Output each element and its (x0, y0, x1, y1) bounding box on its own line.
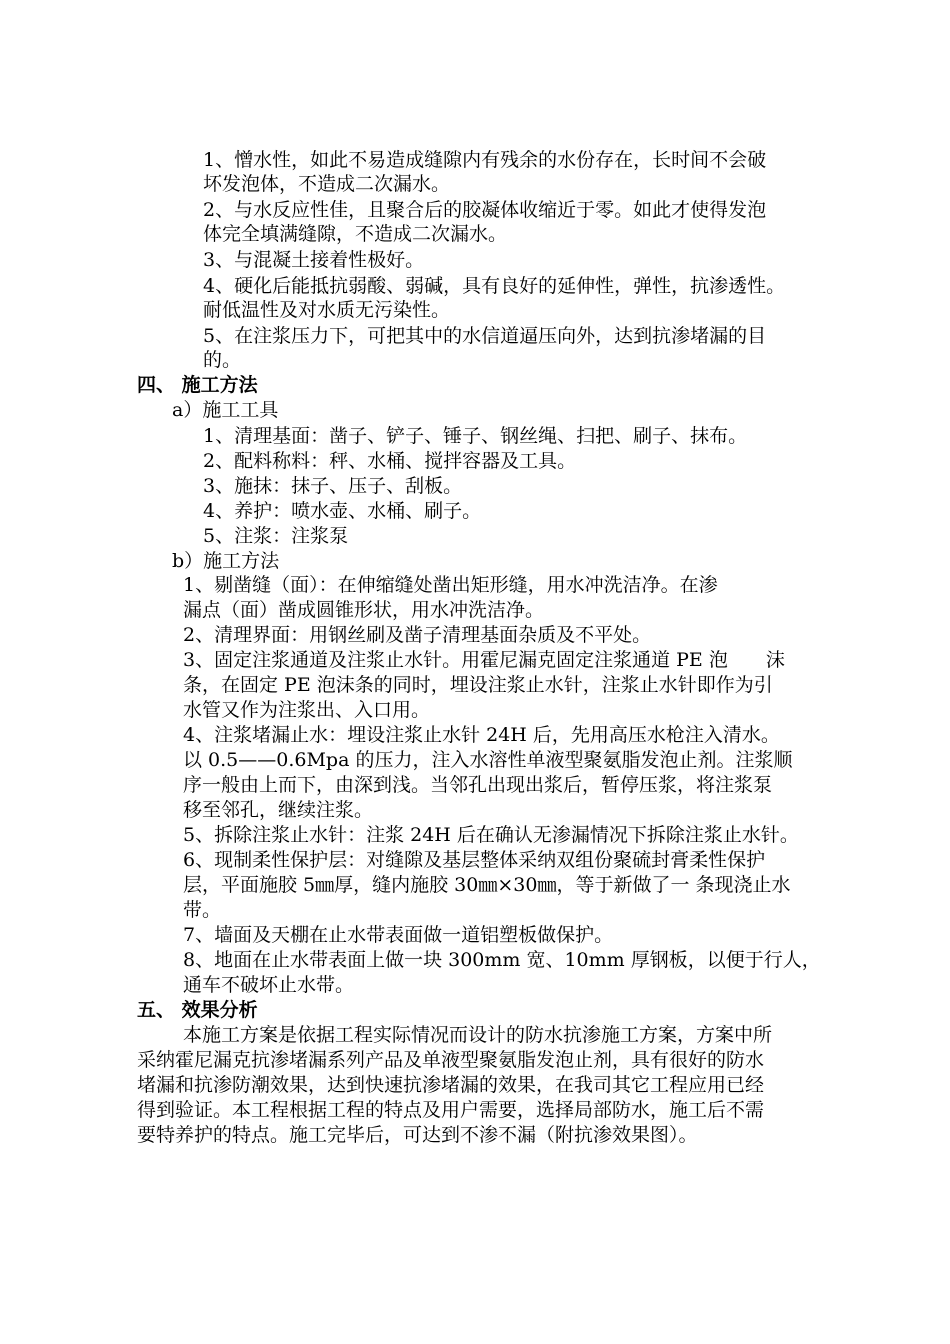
subsection-heading-method: b）施工方法 (172, 550, 280, 572)
step-line: 7、墙面及天棚在止水带表面做一道铝塑板做保护。 (183, 924, 614, 946)
section-heading-effect-analysis: 五、 效果分析 (137, 999, 258, 1021)
step-line: 5、拆除注浆止水针：注浆 24H 后在确认无渗漏情况下拆除注浆止水针。 (183, 824, 799, 846)
tool-item: 1、清理基面：凿子、铲子、锤子、钢丝绳、扫把、刷子、抹布。 (203, 425, 748, 447)
step-line: 3、固定注浆通道及注浆止水针。用霍尼漏克固定注浆通道 PE 泡 沫 (183, 649, 785, 671)
property-line: 3、与混凝土接着性极好。 (203, 249, 425, 271)
step-line: 序一般由上而下，由深到浅。当邻孔出现出浆后，暂停压浆，将注浆泵 (183, 774, 773, 796)
tool-item: 2、配料称料：秤、水桶、搅拌容器及工具。 (203, 450, 577, 472)
paragraph-line: 堵漏和抗渗防潮效果，达到快速抗渗堵漏的效果，在我司其它工程应用已经 (137, 1074, 765, 1096)
step-line: 漏点（面）凿成圆锥形状，用水冲洗洁净。 (183, 599, 545, 621)
step-line: 条，在固定 PE 泡沫条的同时，埋设注浆止水针，注浆止水针即作为引 (183, 674, 773, 696)
step-line: 8、地面在止水带表面上做一块 300mm 宽、10mm 厚钢板，以便于行人， (183, 949, 821, 971)
subsection-heading-tools: a）施工工具 (172, 399, 279, 421)
paragraph-line: 要特养护的特点。施工完毕后，可达到不渗不漏（附抗渗效果图）。 (137, 1124, 698, 1146)
step-line: 以 0.5——0.6Mpa 的压力，注入水溶性单液型聚氨脂发泡止剂。注浆顺 (183, 749, 793, 771)
property-line: 4、硬化后能抵抗弱酸、弱碱，具有良好的延伸性，弹性，抗渗透性。 (203, 275, 786, 297)
step-line: 层，平面施胶 5㎜厚，缝内施胶 30㎜×30㎜，等于新做了一 条现浇止水 (183, 874, 791, 896)
property-line: 2、与水反应性佳，且聚合后的胶凝体收缩近于零。如此才使得发泡 (203, 199, 767, 221)
step-line: 移至邻孔，继续注浆。 (183, 799, 374, 821)
property-line: 1、憎水性，如此不易造成缝隙内有残余的水份存在，长时间不会破 (203, 149, 767, 171)
tool-item: 3、施抹：抹子、压子、刮板。 (203, 475, 463, 497)
property-line: 坏发泡体，不造成二次漏水。 (203, 173, 451, 195)
paragraph-line: 采纳霍尼漏克抗渗堵漏系列产品及单液型聚氨脂发泡止剂，具有很好的防水 (137, 1049, 765, 1071)
paragraph-line: 本施工方案是依据工程实际情况而设计的防水抗渗施工方案，方案中所 (183, 1024, 773, 1046)
step-line: 带。 (183, 899, 222, 921)
step-line: 水管又作为注浆出、入口用。 (183, 699, 431, 721)
step-line: 4、注浆堵漏止水：埋设注浆止水针 24H 后，先用高压水枪注入清水。 (183, 724, 780, 746)
step-line: 通车不破坏止水带。 (183, 974, 355, 996)
section-heading-construction-method: 四、 施工方法 (137, 374, 258, 396)
property-line: 5、在注浆压力下，可把其中的水信道逼压向外，达到抗渗堵漏的目 (203, 325, 767, 347)
property-line: 的。 (203, 349, 242, 371)
step-line: 1、剔凿缝（面）：在伸缩缝处凿出矩形缝，用水冲洗洁净。在渗 (183, 574, 718, 596)
step-line: 6、现制柔性保护层：对缝隙及基层整体采纳双组份聚硫封膏柔性保护 (183, 849, 766, 871)
tool-item: 4、养护：喷水壶、水桶、刷子。 (203, 500, 482, 522)
step-line: 2、清理界面：用钢丝刷及凿子清理基面杂质及不平处。 (183, 624, 652, 646)
property-line: 体完全填满缝隙，不造成二次漏水。 (203, 223, 508, 245)
property-line: 耐低温性及对水质无污染性。 (203, 299, 451, 321)
tool-item: 5、注浆：注浆泵 (203, 525, 349, 547)
paragraph-line: 得到验证。本工程根据工程的特点及用户需要，选择局部防水，施工后不需 (137, 1099, 765, 1121)
